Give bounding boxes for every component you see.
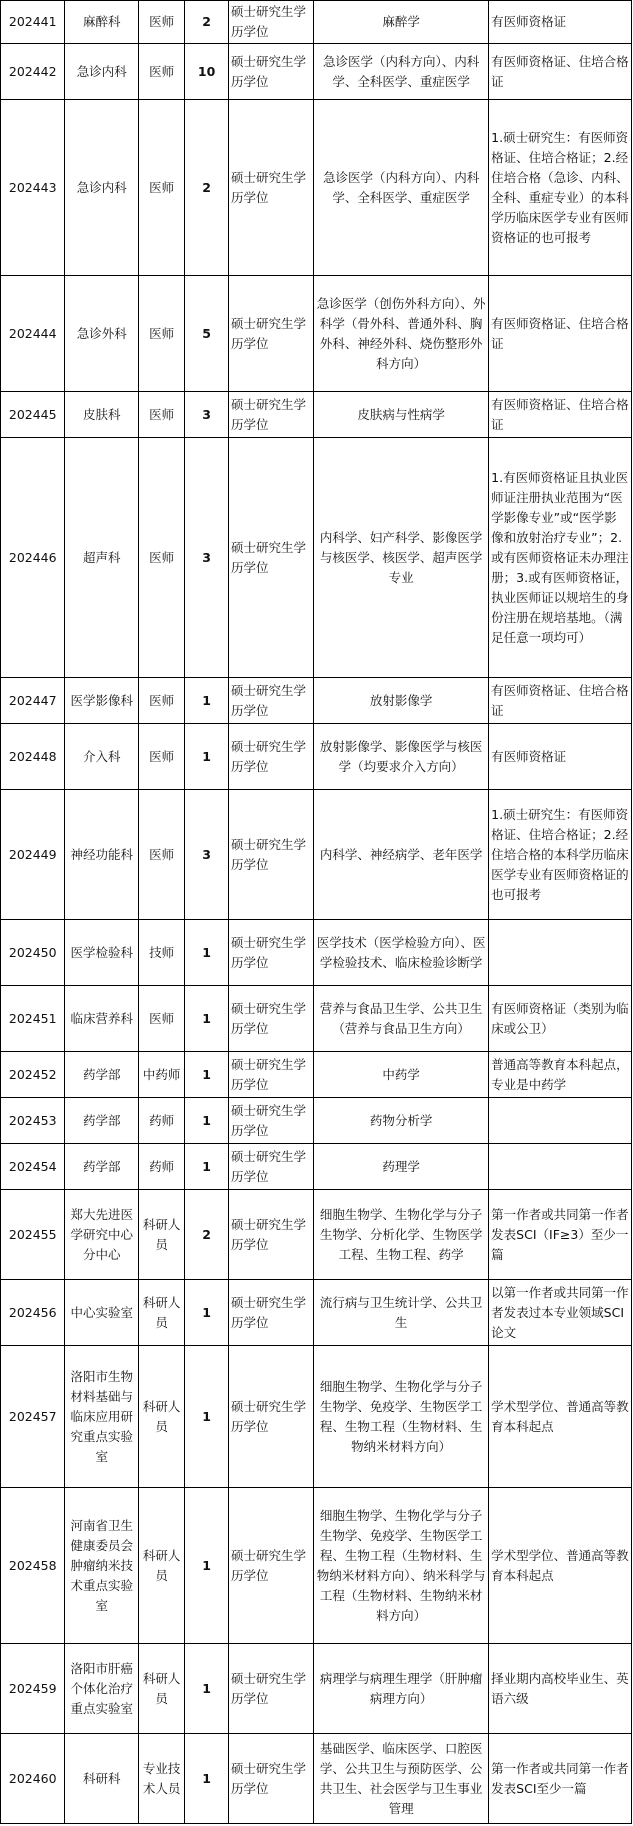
department-cell: 药学部 (65, 1144, 139, 1190)
post-code-cell: 202455 (1, 1190, 65, 1280)
requirements-cell: 有医师资格证、住培合格证 (489, 44, 632, 100)
table-row (1, 986, 632, 1052)
position-cell: 医师 (139, 44, 185, 100)
table-row (1, 1144, 632, 1190)
requirements-cell (489, 1144, 632, 1190)
post-code-cell: 202447 (1, 678, 65, 724)
position-cell: 中药师 (139, 1052, 185, 1098)
headcount-cell: 2 (185, 100, 229, 276)
table-row (1, 1488, 632, 1644)
post-code-cell: 202449 (1, 790, 65, 920)
headcount-cell: 1 (185, 986, 229, 1052)
headcount-cell: 1 (185, 920, 229, 986)
education-cell: 硕士研究生学历学位 (228, 1098, 313, 1144)
education-cell: 硕士研究生学历学位 (228, 1734, 313, 1824)
post-code-cell: 202451 (1, 986, 65, 1052)
position-cell: 药师 (139, 1144, 185, 1190)
table-row (1, 438, 632, 678)
post-code-cell: 202444 (1, 276, 65, 392)
post-code-cell: 202448 (1, 724, 65, 790)
position-cell: 医师 (139, 986, 185, 1052)
headcount-cell: 1 (185, 1346, 229, 1488)
education-cell: 硕士研究生学历学位 (228, 100, 313, 276)
post-code-cell: 202453 (1, 1098, 65, 1144)
department-cell: 医学影像科 (65, 678, 139, 724)
major-cell: 放射影像学、影像医学与核医学（均要求介入方向） (314, 724, 489, 790)
requirements-cell: 1.有医师资格证且执业医师证注册执业范围为“医学影像专业”或“医学影像和放射治疗专业”；2.或有医师资格证未办理注册；3.或有医师资格证，执业医师证以规培生的身份注册在规培基地。（满足任意一项均可） (489, 438, 632, 678)
post-code-cell: 202442 (1, 44, 65, 100)
department-cell: 急诊内科 (65, 44, 139, 100)
post-code-cell: 202456 (1, 1280, 65, 1346)
headcount-cell: 5 (185, 276, 229, 392)
requirements-cell: 第一作者或共同第一作者发表SCI至少一篇 (489, 1734, 632, 1824)
major-cell: 流行病与卫生统计学、公共卫生 (314, 1280, 489, 1346)
major-cell: 急诊医学（内科方向）、内科学、全科医学、重症医学 (314, 44, 489, 100)
requirements-cell: 普通高等教育本科起点，专业是中药学 (489, 1052, 632, 1098)
major-cell: 营养与食品卫生学、公共卫生（营养与食品卫生方向） (314, 986, 489, 1052)
department-cell: 医学检验科 (65, 920, 139, 986)
education-cell: 硕士研究生学历学位 (228, 438, 313, 678)
headcount-cell: 1 (185, 678, 229, 724)
department-cell: 介入科 (65, 724, 139, 790)
headcount-cell: 1 (185, 1052, 229, 1098)
position-cell: 科研人员 (139, 1644, 185, 1734)
education-cell: 硕士研究生学历学位 (228, 1488, 313, 1644)
table-row (1, 1644, 632, 1734)
education-cell: 硕士研究生学历学位 (228, 276, 313, 392)
major-cell: 急诊医学（创伤外科方向）、外科学（骨外科、普通外科、胸外科、神经外科、烧伤整形外科方向） (314, 276, 489, 392)
department-cell: 麻醉科 (65, 1, 139, 44)
headcount-cell: 3 (185, 790, 229, 920)
department-cell: 郑大先进医学研究中心分中心 (65, 1190, 139, 1280)
major-cell: 中药学 (314, 1052, 489, 1098)
major-cell: 麻醉学 (314, 1, 489, 44)
post-code-cell: 202441 (1, 1, 65, 44)
position-cell: 技师 (139, 920, 185, 986)
post-code-cell: 202458 (1, 1488, 65, 1644)
position-cell: 科研人员 (139, 1280, 185, 1346)
education-cell: 硕士研究生学历学位 (228, 392, 313, 438)
major-cell: 细胞生物学、生物化学与分子生物学、免疫学、生物医学工程、生物工程（生物材料、生物纳米材料方向）、纳米科学与工程（生物材料、生物纳米材料方向） (314, 1488, 489, 1644)
requirements-cell: 有医师资格证、住培合格证 (489, 392, 632, 438)
headcount-cell: 1 (185, 1644, 229, 1734)
major-cell: 皮肤病与性病学 (314, 392, 489, 438)
major-cell: 药物分析学 (314, 1098, 489, 1144)
position-cell: 医师 (139, 678, 185, 724)
major-cell: 细胞生物学、生物化学与分子生物学、分析化学、生物医学工程、生物工程、药学 (314, 1190, 489, 1280)
table-row (1, 678, 632, 724)
position-cell: 医师 (139, 392, 185, 438)
education-cell: 硕士研究生学历学位 (228, 724, 313, 790)
major-cell: 内科学、妇产科学、影像医学与核医学、核医学、超声医学专业 (314, 438, 489, 678)
table-row (1, 1190, 632, 1280)
position-cell: 医师 (139, 100, 185, 276)
education-cell: 硕士研究生学历学位 (228, 1190, 313, 1280)
headcount-cell: 3 (185, 392, 229, 438)
requirements-cell: 有医师资格证 (489, 724, 632, 790)
education-cell: 硕士研究生学历学位 (228, 1052, 313, 1098)
headcount-cell: 1 (185, 1098, 229, 1144)
department-cell: 临床营养科 (65, 986, 139, 1052)
post-code-cell: 202446 (1, 438, 65, 678)
headcount-cell: 2 (185, 1, 229, 44)
department-cell: 皮肤科 (65, 392, 139, 438)
education-cell: 硕士研究生学历学位 (228, 1144, 313, 1190)
table-row (1, 392, 632, 438)
requirements-cell (489, 920, 632, 986)
requirements-cell: 学术型学位、普通高等教育本科起点 (489, 1488, 632, 1644)
headcount-cell: 3 (185, 438, 229, 678)
requirements-cell: 1.硕士研究生：有医师资格证、住培合格证；2.经住培合格（急诊、内科、全科、重症专业）的本科学历临床医学专业有医师资格证的也可报考 (489, 100, 632, 276)
requirements-cell: 有医师资格证、住培合格证 (489, 678, 632, 724)
education-cell: 硕士研究生学历学位 (228, 1, 313, 44)
position-cell: 医师 (139, 790, 185, 920)
headcount-cell: 1 (185, 1488, 229, 1644)
headcount-cell: 10 (185, 44, 229, 100)
major-cell: 基础医学、临床医学、口腔医学、公共卫生与预防医学、公共卫生、社会医学与卫生事业管理 (314, 1734, 489, 1824)
requirements-cell: 学术型学位、普通高等教育本科起点 (489, 1346, 632, 1488)
requirements-cell (489, 1098, 632, 1144)
position-cell: 科研人员 (139, 1190, 185, 1280)
major-cell: 内科学、神经病学、老年医学 (314, 790, 489, 920)
department-cell: 洛阳市肝癌个体化治疗重点实验室 (65, 1644, 139, 1734)
table-row (1, 1346, 632, 1488)
major-cell: 医学技术（医学检验方向）、医学检验技术、临床检验诊断学 (314, 920, 489, 986)
position-cell: 科研人员 (139, 1346, 185, 1488)
post-code-cell: 202452 (1, 1052, 65, 1098)
post-code-cell: 202445 (1, 392, 65, 438)
position-cell: 医师 (139, 724, 185, 790)
major-cell: 放射影像学 (314, 678, 489, 724)
post-code-cell: 202457 (1, 1346, 65, 1488)
post-code-cell: 202454 (1, 1144, 65, 1190)
department-cell: 药学部 (65, 1052, 139, 1098)
headcount-cell: 1 (185, 1144, 229, 1190)
table-row (1, 790, 632, 920)
position-cell: 药师 (139, 1098, 185, 1144)
education-cell: 硕士研究生学历学位 (228, 1644, 313, 1734)
table-row (1, 920, 632, 986)
table-row (1, 276, 632, 392)
education-cell: 硕士研究生学历学位 (228, 920, 313, 986)
table-body (1, 1, 632, 1824)
requirements-cell: 1.硕士研究生：有医师资格证、住培合格证；2.经住培合格的本科学历临床医学专业有医师资格证的也可报考 (489, 790, 632, 920)
headcount-cell: 1 (185, 724, 229, 790)
department-cell: 科研科 (65, 1734, 139, 1824)
major-cell: 病理学与病理生理学（肝肿瘤病理方向） (314, 1644, 489, 1734)
headcount-cell: 1 (185, 1280, 229, 1346)
department-cell: 洛阳市生物材料基础与临床应用研究重点实验室 (65, 1346, 139, 1488)
department-cell: 超声科 (65, 438, 139, 678)
table-row (1, 724, 632, 790)
table-row (1, 1052, 632, 1098)
education-cell: 硕士研究生学历学位 (228, 1346, 313, 1488)
position-cell: 科研人员 (139, 1488, 185, 1644)
education-cell: 硕士研究生学历学位 (228, 986, 313, 1052)
table-row (1, 1280, 632, 1346)
requirements-cell: 有医师资格证、住培合格证 (489, 276, 632, 392)
education-cell: 硕士研究生学历学位 (228, 44, 313, 100)
education-cell: 硕士研究生学历学位 (228, 790, 313, 920)
position-cell: 医师 (139, 276, 185, 392)
major-cell: 药理学 (314, 1144, 489, 1190)
education-cell: 硕士研究生学历学位 (228, 678, 313, 724)
position-cell: 医师 (139, 438, 185, 678)
major-cell: 急诊医学（内科方向）、内科学、全科医学、重症医学 (314, 100, 489, 276)
table-row (1, 1, 632, 44)
headcount-cell: 2 (185, 1190, 229, 1280)
post-code-cell: 202443 (1, 100, 65, 276)
table-row (1, 1734, 632, 1824)
department-cell: 急诊内科 (65, 100, 139, 276)
requirements-cell: 以第一作者或共同第一作者发表过本专业领域SCI论文 (489, 1280, 632, 1346)
post-code-cell: 202460 (1, 1734, 65, 1824)
position-cell: 专业技术人员 (139, 1734, 185, 1824)
requirements-cell: 有医师资格证（类别为临床或公卫） (489, 986, 632, 1052)
department-cell: 河南省卫生健康委员会肿瘤纳米技术重点实验室 (65, 1488, 139, 1644)
requirements-cell: 择业期内高校毕业生、英语六级 (489, 1644, 632, 1734)
education-cell: 硕士研究生学历学位 (228, 1280, 313, 1346)
headcount-cell: 1 (185, 1734, 229, 1824)
requirements-cell: 第一作者或共同第一作者发表SCI（IF≥3）至少一篇 (489, 1190, 632, 1280)
post-code-cell: 202459 (1, 1644, 65, 1734)
department-cell: 急诊外科 (65, 276, 139, 392)
major-cell: 细胞生物学、生物化学与分子生物学、免疫学、生物医学工程、生物工程（生物材料、生物纳米材料方向） (314, 1346, 489, 1488)
department-cell: 药学部 (65, 1098, 139, 1144)
requirements-cell: 有医师资格证 (489, 1, 632, 44)
department-cell: 神经功能科 (65, 790, 139, 920)
table-row (1, 1098, 632, 1144)
department-cell: 中心实验室 (65, 1280, 139, 1346)
post-code-cell: 202450 (1, 920, 65, 986)
position-cell: 医师 (139, 1, 185, 44)
table-row (1, 100, 632, 276)
table-row (1, 44, 632, 100)
